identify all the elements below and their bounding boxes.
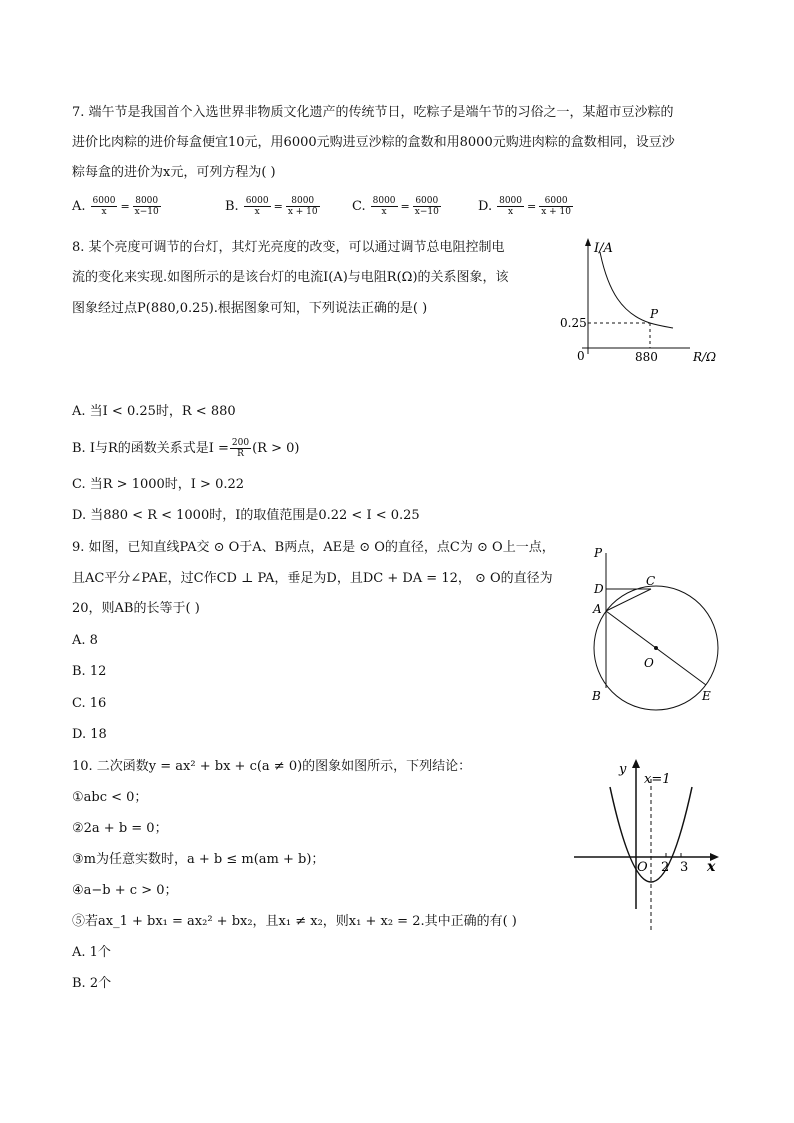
q9-option-a[interactable]: A. 8 (72, 633, 98, 648)
y-axis-label: I/A (594, 241, 613, 256)
option-label: D. (478, 198, 493, 214)
equals-sign: = (527, 199, 537, 213)
y-label: y (619, 762, 627, 777)
fraction (91, 196, 118, 217)
origin-label: 0 (577, 349, 585, 363)
q7-stem-line1: 7. 端午节是我国首个入选世界非物质文化遗产的传统节日，吃粽子是端午节的习俗之一，某超市豆沙粽的 (72, 105, 674, 120)
y-tick-label: 0.25 (560, 316, 587, 330)
x-label: x (707, 859, 716, 875)
fraction (371, 196, 398, 217)
denominator: x (381, 207, 387, 217)
q8-option-a[interactable]: A. 当I < 0.25时，R < 880 (72, 404, 236, 419)
q10-figure-parabola (574, 757, 724, 937)
option-b-text: B. I与R的函数关系式是I = (72, 441, 229, 456)
numerator: 6000 (539, 196, 573, 207)
label-d: D (594, 582, 604, 596)
fraction (286, 196, 320, 217)
option-label: A. (72, 198, 86, 214)
q8-option-b[interactable] (72, 438, 299, 459)
denominator: x (254, 207, 260, 217)
label-a: A (593, 602, 602, 616)
option-label: C. (352, 198, 366, 214)
denominator: x + 10 (541, 207, 572, 217)
center-dot (654, 646, 658, 650)
denominator: x−10 (134, 207, 159, 217)
q10-option-a[interactable]: A. 1个 (72, 945, 111, 960)
x-axis-label: R/Ω (693, 350, 717, 364)
numerator: 6000 (245, 196, 269, 206)
tick-3-label: 3 (680, 860, 689, 875)
q9-stem-line3: 20，则AB的长等于( ) (72, 601, 200, 616)
numerator: 8000 (133, 196, 161, 207)
denominator: x (101, 207, 107, 217)
q9-option-c[interactable]: C. 16 (72, 696, 107, 711)
fraction (413, 196, 441, 217)
q7-option-b[interactable] (225, 196, 321, 217)
q8-figure-current-resistance-graph (560, 236, 717, 366)
q8-stem-line1: 8. 某个亮度可调节的台灯，其灯光亮度的改变，可以通过调节总电阻控制电 (72, 240, 505, 255)
inverse-curve (600, 252, 673, 328)
q7-option-a[interactable] (72, 196, 162, 217)
option-b-domain: (R > 0) (252, 441, 300, 456)
fraction (133, 196, 161, 217)
q10-conclusion-5: ⑤若ax_1 + bx₁ = ax₂² + bx₂，且x₁ ≠ x₂，则x₁ + x₂ = 2.其中正确的有( ) (72, 914, 517, 929)
denominator: x + 10 (287, 207, 318, 217)
q7-option-d[interactable] (478, 196, 574, 217)
numerator: 8000 (286, 196, 320, 207)
q10-stem: 10. 二次函数y = ax² + bx + c(a ≠ 0)的图象如图所示，下列结论： (72, 759, 472, 774)
denominator: x (508, 207, 514, 217)
q9-stem-line1: 9. 如图，已知直线PA交 ⊙ O于A、B两点，AE是 ⊙ O的直径，点C为 ⊙ O上一点， (72, 540, 555, 555)
q9-figure-circle-geometry (588, 543, 728, 713)
fraction (497, 196, 524, 217)
q8-option-d[interactable]: D. 当880 < R < 1000时，I的取值范围是0.22 < I < 0.25 (72, 508, 420, 523)
y-axis-arrow (585, 238, 591, 246)
q7-stem-line2: 进价比肉粽的进价每盒便宜10元，用6000元购进豆沙粽的盒数和用8000元购进肉粽的盒数相同，设豆沙 (72, 135, 675, 150)
q10-conclusion-2: ②2a + b = 0； (72, 821, 168, 836)
q7-stem-line3: 粽每盒的进价为x元，可列方程为( ) (72, 165, 276, 180)
label-c: C (646, 574, 656, 588)
option-label: B. (225, 198, 239, 214)
q10-option-b[interactable]: B. 2个 (72, 976, 112, 991)
label-o: O (644, 656, 654, 670)
symmetry-axis-label: x=1 (644, 772, 671, 787)
y-axis-arrow (632, 759, 640, 768)
tick-2-label: 2 (661, 860, 670, 875)
q8-stem-line2: 流的变化来实现.如图所示的是该台灯的电流I(A)与电阻R(Ω)的关系图象，该 (72, 270, 509, 285)
equals-sign: = (400, 199, 410, 213)
origin-label: O (637, 860, 648, 875)
q10-conclusion-3: ③m为任意实数时，a + b ≤ m(am + b)； (72, 852, 325, 867)
numerator: 8000 (499, 196, 522, 206)
q10-conclusion-4: ④a−b + c > 0； (72, 883, 178, 898)
equals-sign: = (120, 199, 130, 213)
fraction (230, 438, 251, 459)
point-p-label: P (650, 307, 659, 321)
q9-stem-line2: 且AC平分∠PAE，过C作CD ⊥ PA，垂足为D，且DC + DA = 12， ⊙ O的直径为 (72, 571, 553, 586)
numerator: 200 (231, 438, 250, 448)
x-tick-label: 880 (635, 350, 658, 364)
label-e: E (702, 689, 711, 703)
label-p: P (594, 546, 603, 560)
numerator: 6000 (413, 196, 441, 207)
q7-option-c[interactable] (352, 196, 442, 217)
fraction (244, 196, 271, 217)
q9-option-d[interactable]: D. 18 (72, 727, 107, 742)
denominator: x−10 (414, 207, 439, 217)
numerator: 8000 (372, 196, 396, 206)
q9-option-b[interactable]: B. 12 (72, 664, 107, 679)
label-b: B (592, 689, 601, 703)
fraction (539, 196, 573, 217)
equals-sign: = (273, 199, 283, 213)
numerator: 6000 (92, 196, 116, 206)
q8-option-c[interactable]: C. 当R > 1000时，I > 0.22 (72, 477, 245, 492)
q10-conclusion-1: ①abc < 0； (72, 790, 148, 805)
denominator: R (237, 449, 244, 459)
q8-stem-line3: 图象经过点P(880,0.25).根据图象可知，下列说法正确的是( ) (72, 301, 428, 316)
